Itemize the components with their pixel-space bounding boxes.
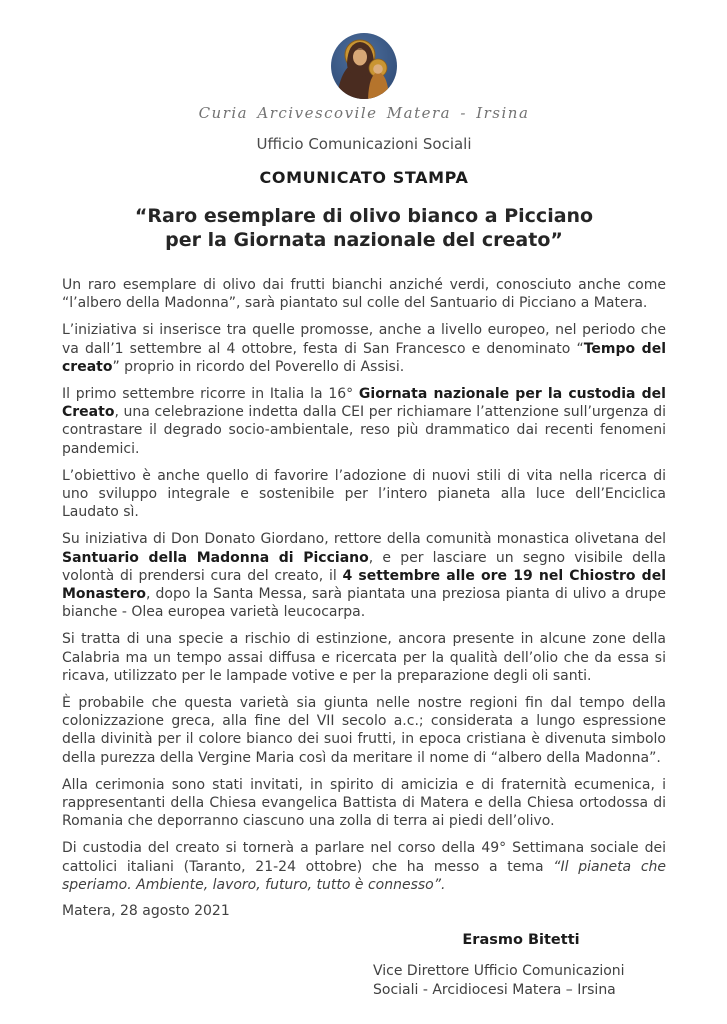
document-title bbox=[62, 204, 666, 252]
office-label: Ufficio Comunicazioni Sociali bbox=[256, 135, 472, 153]
text-segment: , dopo la Santa Messa, sarà piantata una preziosa pianta di ulivo a drupe bianche - Olea europea varietà leucocarpa. bbox=[62, 586, 666, 621]
text-segment: Il primo settembre ricorre in Italia la 16° bbox=[62, 386, 359, 403]
paragraph bbox=[62, 276, 666, 312]
text-segment: Di custodia del creato si tornerà a parlare nel corso della 49° Settimana sociale dei cattolici italiani (Taranto, 21-24 ottobre) che ha messo a tema bbox=[62, 840, 666, 875]
body-text bbox=[62, 276, 666, 894]
signature-block bbox=[373, 932, 669, 999]
text-segment: È probabile che questa varietà sia giunta nelle nostre regioni fin dal tempo della colonizzazione greca, alla fine del VII secolo a.c.; considerata a lungo espressione della divinità per il colore bianco dei suoi frutti, in epoca cristiana è divenuta simbolo della purezza della Vergine Maria così da meritare il nome di “albero della Madonna”. bbox=[62, 695, 666, 766]
signature-role bbox=[373, 962, 669, 999]
title-line-1: “Raro esemplare di olivo bianco a Picciano bbox=[134, 205, 594, 227]
signature-name: Erasmo Bitetti bbox=[462, 932, 580, 949]
paragraph bbox=[62, 530, 666, 621]
paragraph bbox=[62, 385, 666, 458]
paragraph bbox=[62, 467, 666, 522]
text-segment: , una celebrazione indetta dalla CEI per richiamare l’attenzione sull’urgenza di contrastare il degrado socio-ambientale, reso più drammatico dai recenti fenomeni pandemici. bbox=[62, 404, 666, 457]
signature-role-line-1: Vice Direttore Ufficio Comunicazioni bbox=[373, 963, 625, 980]
paragraph bbox=[62, 630, 666, 685]
text-segment: Su iniziativa di Don Donato Giordano, rettore della comunità monastica olivetana del bbox=[62, 531, 666, 548]
press-release-label: COMUNICATO STAMPA bbox=[259, 168, 469, 187]
madonna-and-child-icon bbox=[331, 33, 397, 99]
paragraph bbox=[62, 694, 666, 767]
text-segment: Si tratta di una specie a rischio di estinzione, ancora presente in alcune zone della Calabria ma un tempo assai diffusa e ricercata per la qualità dell’olio che da essa si ricava, utilizzato per le lampade votive e per la preparazione degli oli santi. bbox=[62, 631, 666, 684]
bold-text: Tempo del creato bbox=[62, 340, 666, 375]
date-line: Matera, 28 agosto 2021 bbox=[62, 903, 230, 920]
paragraph bbox=[62, 321, 666, 376]
text-segment: Un raro esemplare di olivo dai frutti bianchi anziché verdi, conosciuto anche come “l’albero della Madonna”, sarà piantato sul colle del Santuario di Picciano a Matera. bbox=[62, 277, 666, 312]
bold-text: Giornata nazionale per la custodia del Creato bbox=[62, 386, 666, 421]
italic-text: “Il pianeta che speriamo. Ambiente, lavoro, futuro, tutto è connesso”. bbox=[62, 858, 667, 893]
paragraph bbox=[62, 839, 666, 894]
text-segment: , e per lasciare un segno visibile della volontà di prendersi cura del creato, il bbox=[62, 549, 666, 584]
bold-text: Santuario della Madonna di Picciano bbox=[62, 549, 369, 566]
text-segment: L’obiettivo è anche quello di favorire l’adozione di nuovi stili di vita nella ricerca di uno sviluppo integrale e sostenibile per l’intero pianeta alla luce dell’Enciclica Laudato sì. bbox=[62, 467, 666, 521]
title-line-2: per la Giornata nazionale del creato” bbox=[165, 229, 563, 251]
curia-script-text: Curia Arcivescovile Matera - Irsina bbox=[198, 104, 530, 122]
document-header bbox=[62, 33, 666, 187]
paragraph bbox=[62, 776, 666, 831]
signature-role-line-2: Sociali - Arcidiocesi Matera – Irsina bbox=[373, 981, 616, 998]
text-segment: ” proprio in ricordo del Poverello di Assisi. bbox=[112, 358, 405, 375]
text-segment: L’iniziativa si inserisce tra quelle promosse, anche a livello europeo, nel periodo che va dall’1 settembre al 4 ottobre, festa di San Francesco e denominato “ bbox=[62, 322, 666, 357]
bold-text: 4 settembre alle ore 19 nel Chiostro del Monastero bbox=[62, 567, 667, 603]
text-segment: Alla cerimonia sono stati invitati, in spirito di amicizia e di fraternità ecumenica, i rappresentanti della Chiesa evangelica Battista di Matera e della Chiesa ortodossa di Romania che deporranno ciascuno una zolla di terra ai piedi dell’olivo. bbox=[62, 776, 666, 830]
